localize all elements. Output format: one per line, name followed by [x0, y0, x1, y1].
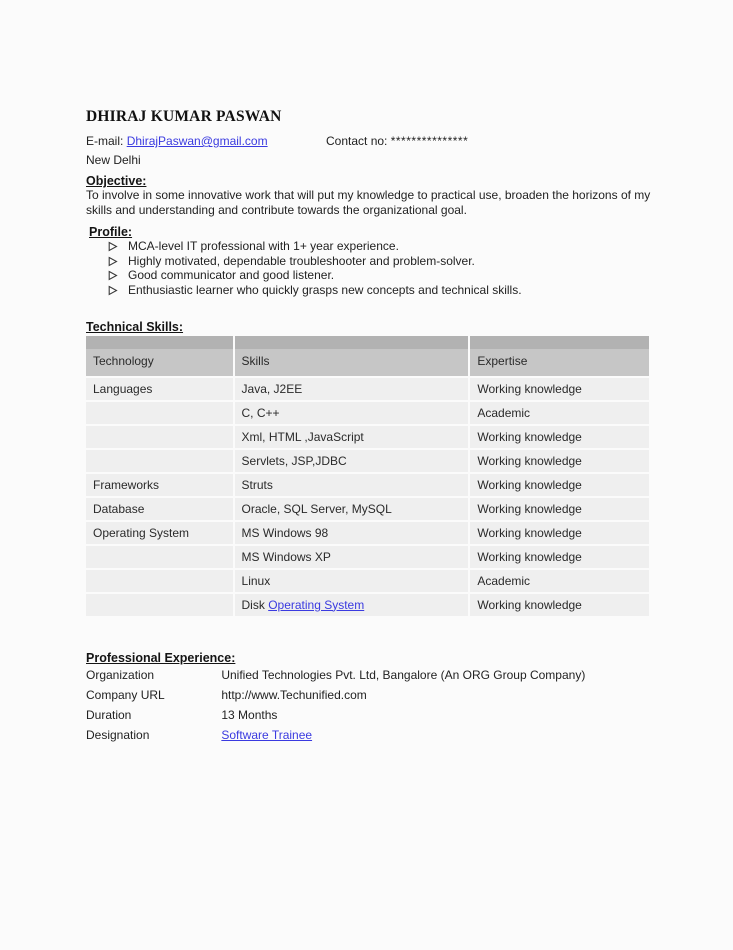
field-value: http://www.Techunified.com	[221, 687, 367, 702]
skills-table	[84, 334, 651, 618]
profile-bullet-text: Enthusiastic learner who quickly grasps new concepts and technical skills.	[128, 282, 522, 297]
cell-technology: Languages	[86, 378, 233, 400]
cell-skills	[235, 594, 469, 616]
cell-skills: Linux	[235, 570, 469, 592]
contact-value-masked: ***************	[390, 134, 469, 148]
email-link[interactable]: DhirajPaswan@gmail.com	[126, 134, 268, 148]
cell-expertise: Working knowledge	[470, 522, 649, 544]
profile-bullet-text: MCA-level IT professional with 1+ year experience.	[128, 239, 399, 254]
cell-skills: Java, J2EE	[235, 378, 469, 400]
cell-expertise: Working knowledge	[470, 546, 649, 568]
profile-bullet-text: Good communicator and good listener.	[128, 268, 335, 283]
table-row	[86, 426, 649, 448]
table-row	[86, 546, 649, 568]
cell-technology	[86, 450, 233, 472]
field-label: Company URL	[86, 687, 165, 702]
experience-field-designation	[86, 725, 648, 745]
cell-skills: Xml, HTML ,JavaScript	[235, 426, 469, 448]
location-text: New Delhi	[86, 153, 141, 167]
column-header-skills: Skills	[235, 336, 469, 376]
table-row	[86, 498, 649, 520]
cell-technology: Frameworks	[86, 474, 233, 496]
skills-table-header-row	[86, 336, 649, 376]
cell-expertise: Working knowledge	[470, 450, 649, 472]
contact-label: Contact no:	[326, 134, 388, 148]
table-row	[86, 378, 649, 400]
cell-expertise: Academic	[470, 402, 649, 424]
cell-skills: C, C++	[235, 402, 469, 424]
software-trainee-link[interactable]: Software Trainee	[221, 728, 313, 743]
table-row	[86, 522, 649, 544]
field-label: Organization	[86, 667, 155, 682]
profile-bullet	[108, 268, 648, 283]
cell-technology	[86, 570, 233, 592]
contact-line	[86, 134, 648, 153]
objective-text: To involve in some innovative work that will put my knowledge to practical use, broaden the horizons of my skills and understanding and contribute towards the organizational goal.	[86, 188, 651, 217]
experience-field-duration	[86, 705, 648, 725]
cell-skills: MS Windows XP	[235, 546, 469, 568]
experience-field-organization	[86, 665, 648, 685]
contact-number	[326, 134, 468, 148]
cell-expertise: Working knowledge	[470, 426, 649, 448]
column-header-expertise: Expertise	[470, 336, 649, 376]
profile-heading: Profile:	[89, 225, 133, 240]
objective-heading: Objective:	[86, 174, 147, 188]
candidate-name: DHIRAJ KUMAR PASWAN	[86, 108, 282, 125]
cell-skills-prefix: Disk	[241, 597, 269, 612]
cell-expertise: Academic	[470, 570, 649, 592]
experience-field-company-url	[86, 685, 648, 705]
profile-bullet-text: Highly motivated, dependable troubleshooter and problem-solver.	[128, 253, 475, 268]
cell-skills: Servlets, JSP,JDBC	[235, 450, 469, 472]
profile-bullet	[108, 239, 648, 254]
field-label: Duration	[86, 708, 132, 723]
arrow-bullet-icon	[108, 241, 118, 252]
cell-technology: Database	[86, 498, 233, 520]
field-value: Unified Technologies Pvt. Ltd, Bangalore (An ORG Group Company)	[221, 667, 586, 682]
arrow-bullet-icon	[108, 285, 118, 296]
cell-expertise: Working knowledge	[470, 594, 649, 616]
arrow-bullet-icon	[108, 270, 118, 281]
field-label: Designation	[86, 728, 150, 743]
email-label: E-mail:	[86, 134, 124, 148]
column-header-technology: Technology	[86, 336, 233, 376]
cell-skills: Oracle, SQL Server, MySQL	[235, 498, 469, 520]
cell-technology	[86, 546, 233, 568]
technical-skills-heading: Technical Skills:	[86, 319, 184, 334]
cell-skills: Struts	[235, 474, 469, 496]
arrow-bullet-icon	[108, 256, 118, 267]
field-value: 13 Months	[221, 708, 278, 723]
profile-bullet	[108, 254, 648, 269]
table-row	[86, 474, 649, 496]
table-row	[86, 402, 649, 424]
professional-experience-heading: Professional Experience:	[86, 650, 236, 665]
table-row	[86, 594, 649, 616]
cell-expertise: Working knowledge	[470, 378, 649, 400]
cell-technology	[86, 426, 233, 448]
table-row	[86, 450, 649, 472]
cell-expertise: Working knowledge	[470, 474, 649, 496]
cell-technology	[86, 402, 233, 424]
profile-bullet	[108, 283, 648, 298]
cell-skills: MS Windows 98	[235, 522, 469, 544]
cell-technology: Operating System	[86, 522, 233, 544]
profile-bullet-list	[86, 239, 648, 297]
operating-system-link[interactable]: Operating System	[268, 597, 365, 612]
cell-expertise: Working knowledge	[470, 498, 649, 520]
table-row	[86, 570, 649, 592]
cell-technology	[86, 594, 233, 616]
experience-details	[86, 665, 648, 746]
